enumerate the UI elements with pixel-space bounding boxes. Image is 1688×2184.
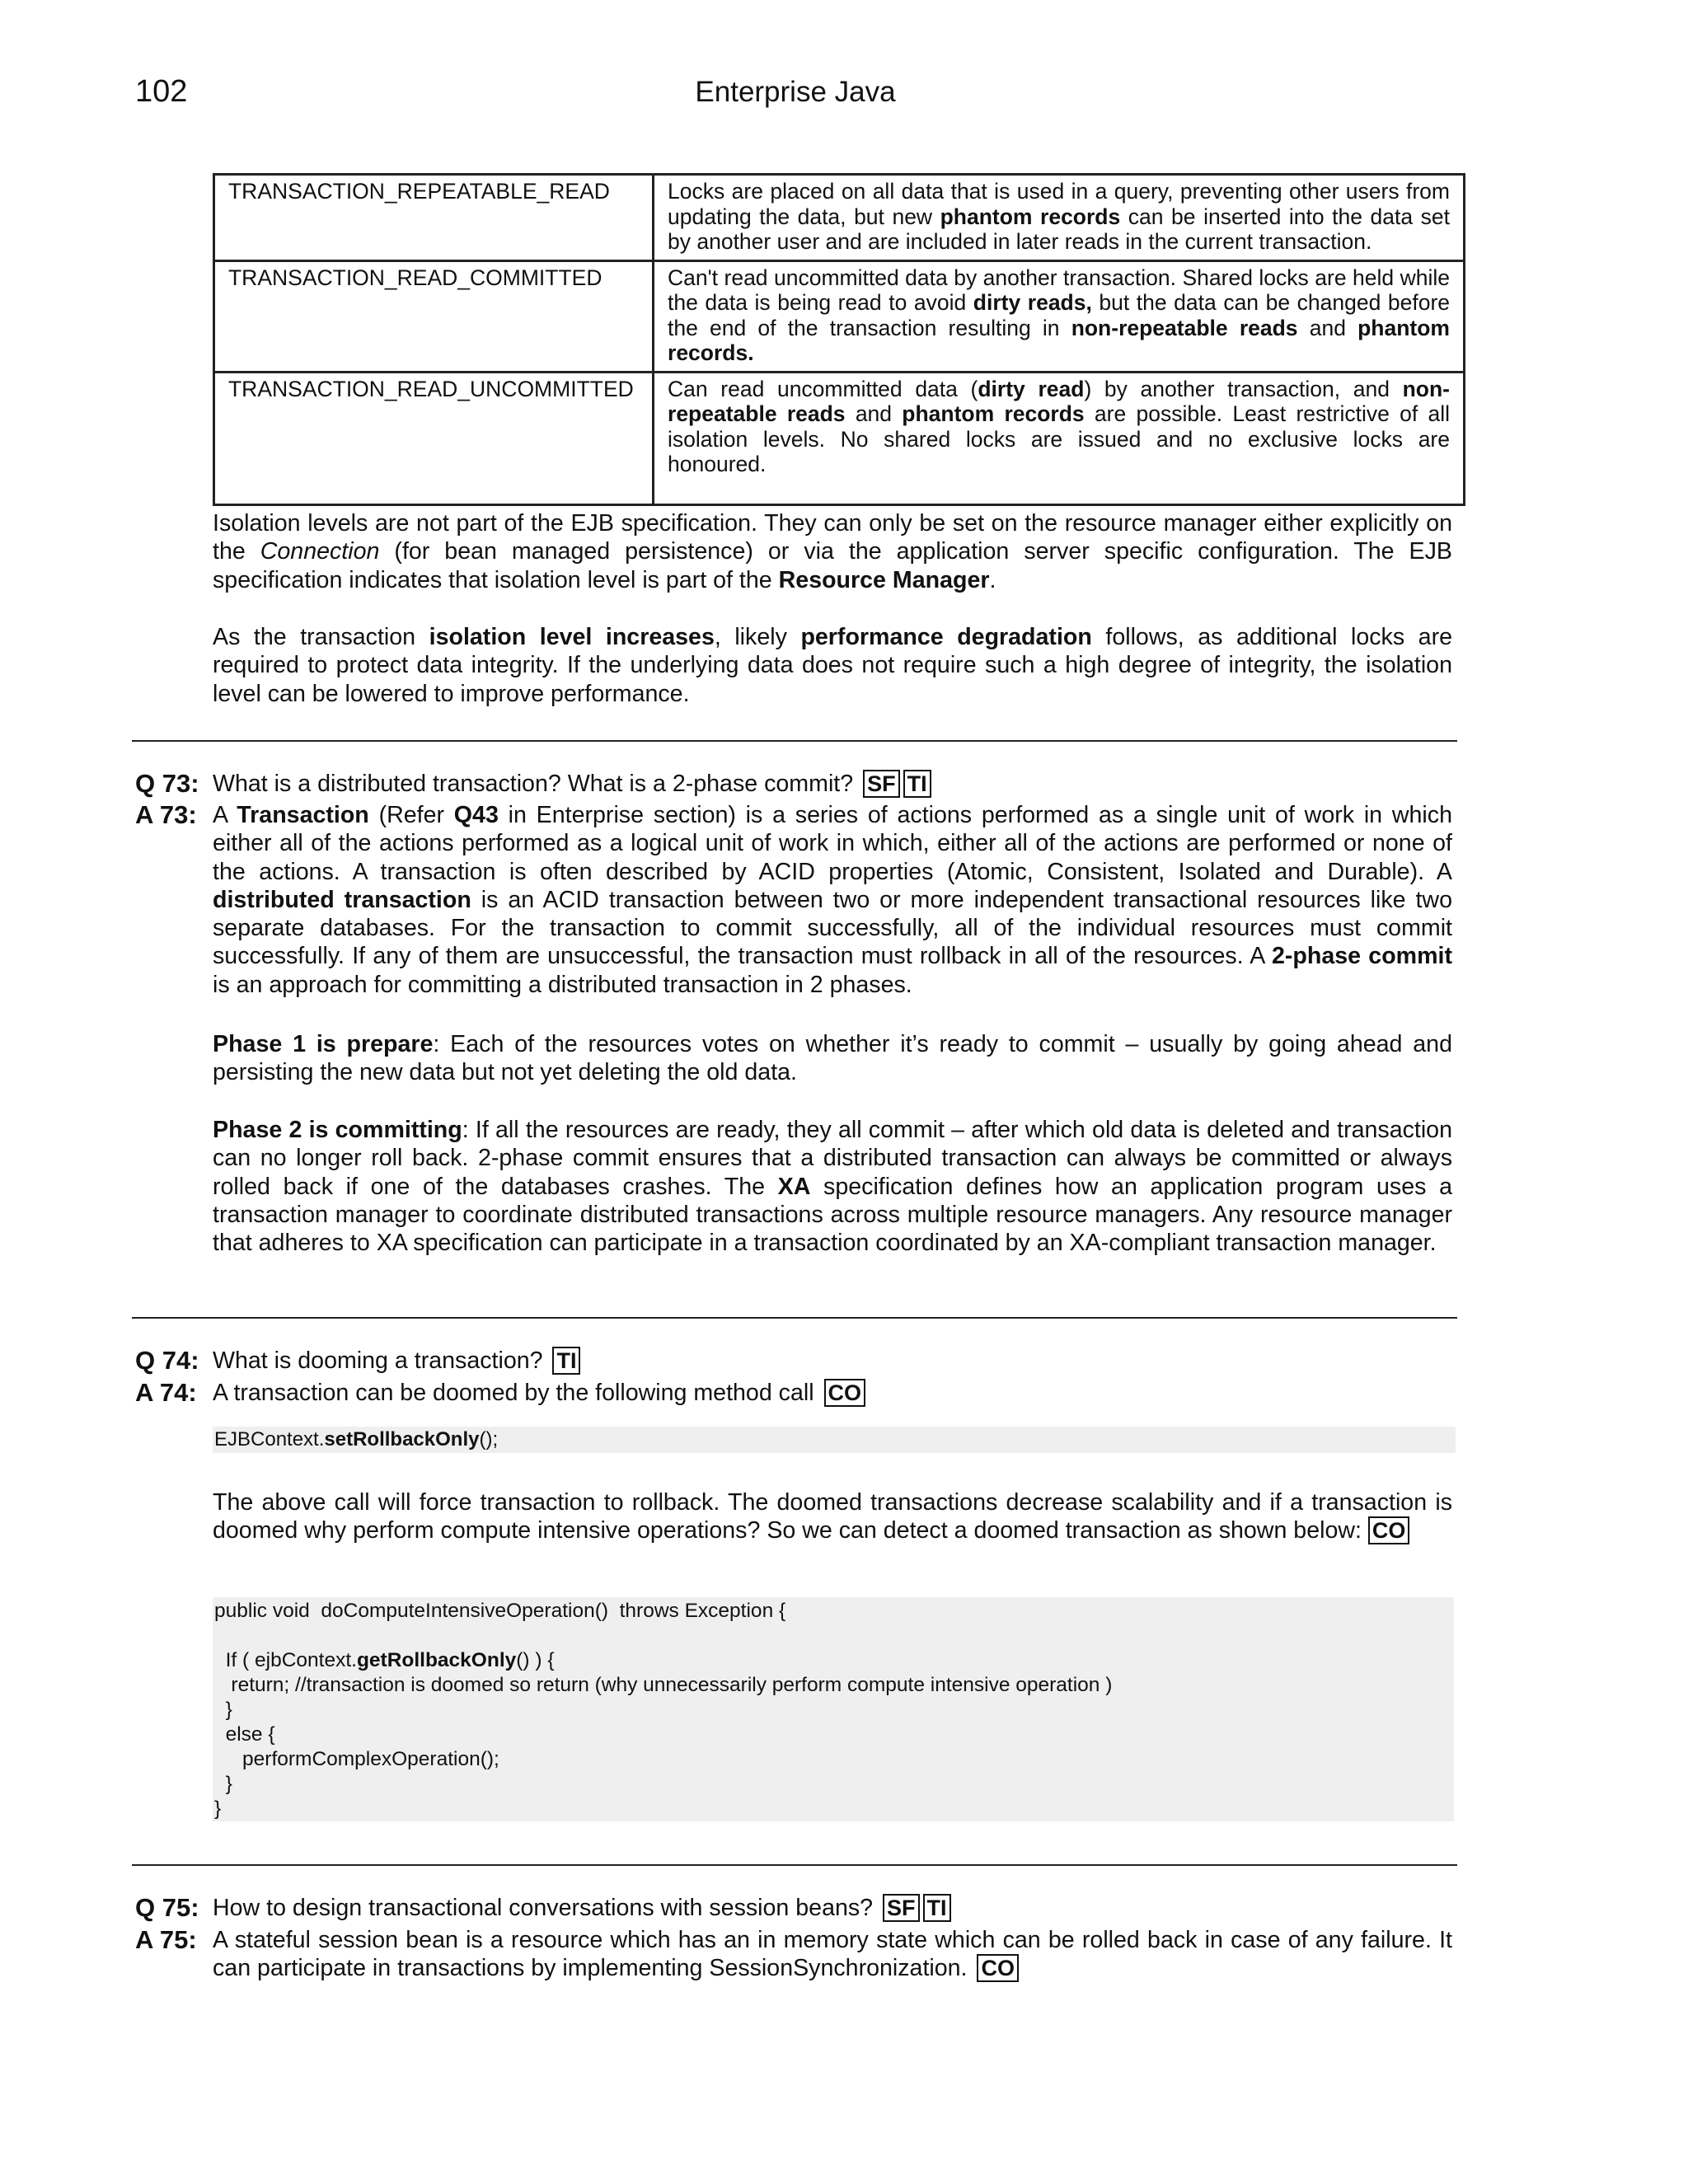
question-label: Q 75: (135, 1893, 199, 1922)
isolation-level-name: TRANSACTION_REPEATABLE_READ (214, 175, 654, 261)
topic-tag: SF (863, 770, 900, 798)
topic-tag: CO (977, 1954, 1019, 1982)
answer-73 (135, 801, 1452, 999)
code-line: } (214, 1797, 222, 1820)
question-74 (135, 1347, 1452, 1375)
answer-label: A 73: (135, 800, 197, 829)
code-snippet-set-rollback-only: EJBContext.setRollbackOnly(); (213, 1427, 1456, 1453)
answer-74 (135, 1379, 1452, 1407)
question-label: Q 73: (135, 769, 199, 798)
code-line: return; //transaction is doomed so return (why unnecessarily perform compute intensive operation ) (214, 1674, 1113, 1696)
phase-1-paragraph: Phase 1 is prepare: Each of the resources votes on whether it’s ready to commit – usually by going ahead and persisting the new data but not yet deleting the old data. (213, 1031, 1452, 1086)
page-number: 102 (135, 74, 188, 109)
section-divider (132, 740, 1457, 742)
code-block-compute-intensive (213, 1597, 1454, 1821)
answer-text: A Transaction (Refer Q43 in Enterprise section) is a series of actions performed as a single unit of work in which either all of the actions performed as a logical unit of work in which, either all of the actions are performed or none of the actions. A transaction is often described by ACID properties (Atomic, Consistent, Isolated and Durable). A distributed transaction is an ACID transaction between two or more independent transactional resources like two separate databases. For the transaction to commit successfully, all of the individual resources must commit successfully. If any of them are unsuccessful, the transaction must rollback in all of the resources. A 2-phase commit is an approach for committing a distributed transaction in 2 phases. (213, 802, 1452, 998)
topic-tag: CO (824, 1379, 866, 1407)
topic-tag: TI (903, 770, 931, 798)
question-text: How to design transactional conversations with session beans? (213, 1895, 874, 1921)
isolation-paragraph: Isolation levels are not part of the EJB specification. They can only be set on the resource manager either explicitly on the Connection (for bean managed persistence) or via the application server specific configuration. The EJB specification indicates that isolation level is part of the Resource Manager. (213, 510, 1452, 593)
answer-label: A 74: (135, 1378, 197, 1407)
table-row (214, 260, 1465, 372)
question-label: Q 74: (135, 1346, 199, 1375)
isolation-level-name: TRANSACTION_READ_COMMITTED (214, 260, 654, 372)
isolation-levels-table (213, 173, 1465, 506)
code-line: performComplexOperation(); (214, 1748, 499, 1770)
table-row (214, 175, 1465, 261)
answer-label: A 75: (135, 1925, 197, 1954)
question-text: What is dooming a transaction? (213, 1347, 543, 1374)
isolation-level-description: Can't read uncommitted data by another transaction. Shared locks are held while the data is being read to avoid dirty reads, but the data can be changed before the end of the transaction resulting in non-repeatable reads and phantom records. (654, 260, 1465, 372)
phase-2-paragraph: Phase 2 is committing: If all the resources are ready, they all commit – after which old data is deleted and transaction can no longer roll back. 2-phase commit ensures that a distributed transaction can always be committed or always rolled back if one of the databases crashes. The XA specification defines how an application program uses a transaction manager to coordinate distributed transactions across multiple resource managers. Any resource manager that adheres to XA specification can participate in a transaction coordinated by an XA-compliant transaction manager. (213, 1117, 1452, 1257)
code-line: public void doComputeIntensiveOperation() throws Exception { (214, 1600, 786, 1622)
code-line: If ( ejbContext.getRollbackOnly() ) { (214, 1649, 555, 1671)
code-line: } (214, 1699, 232, 1721)
code-line: } (214, 1773, 232, 1795)
answer-text: A transaction can be doomed by the following method call (213, 1380, 814, 1406)
isolation-level-name: TRANSACTION_READ_UNCOMMITTED (214, 372, 654, 504)
question-73 (135, 770, 1452, 798)
running-header-title: Enterprise Java (695, 76, 896, 108)
code-line: else { (214, 1723, 275, 1746)
isolation-level-description: Can read uncommitted data (dirty read) by another transaction, and non-repeatable reads and phantom records are possible. Least restrictive of all isolation levels. No shared locks are issued and no exclusive locks are honoured. (654, 372, 1465, 504)
topic-tag: TI (552, 1347, 580, 1375)
question-text: What is a distributed transaction? What is a 2-phase commit? (213, 771, 854, 797)
table-row (214, 372, 1465, 504)
doomed-transaction-paragraph: The above call will force transaction to rollback. The doomed transactions decrease scalability and if a transaction is doomed why perform compute intensive operations? So we can detect a doomed transaction as shown below: CO (213, 1489, 1452, 1544)
topic-tag: TI (923, 1894, 951, 1922)
section-divider (132, 1864, 1457, 1866)
answer-75 (135, 1926, 1452, 1983)
topic-tag: SF (883, 1894, 920, 1922)
performance-paragraph: As the transaction isolation level increases, likely performance degradation follows, as additional locks are required to protect data integrity. If the underlying data does not require such a high degree of integrity, the isolation level can be lowered to improve performance. (213, 624, 1452, 707)
answer-text: A stateful session bean is a resource which has an in memory state which can be rolled back in case of any failure. It can participate in transactions by implementing SessionSynchronization. (213, 1927, 1452, 1982)
topic-tag: CO (1368, 1516, 1410, 1544)
isolation-level-description: Locks are placed on all data that is used in a query, preventing other users from updating the data, but new phantom records can be inserted into the data set by another user and are included in later reads in the current transaction. (654, 175, 1465, 261)
question-75 (135, 1894, 1452, 1922)
section-divider (132, 1317, 1457, 1319)
